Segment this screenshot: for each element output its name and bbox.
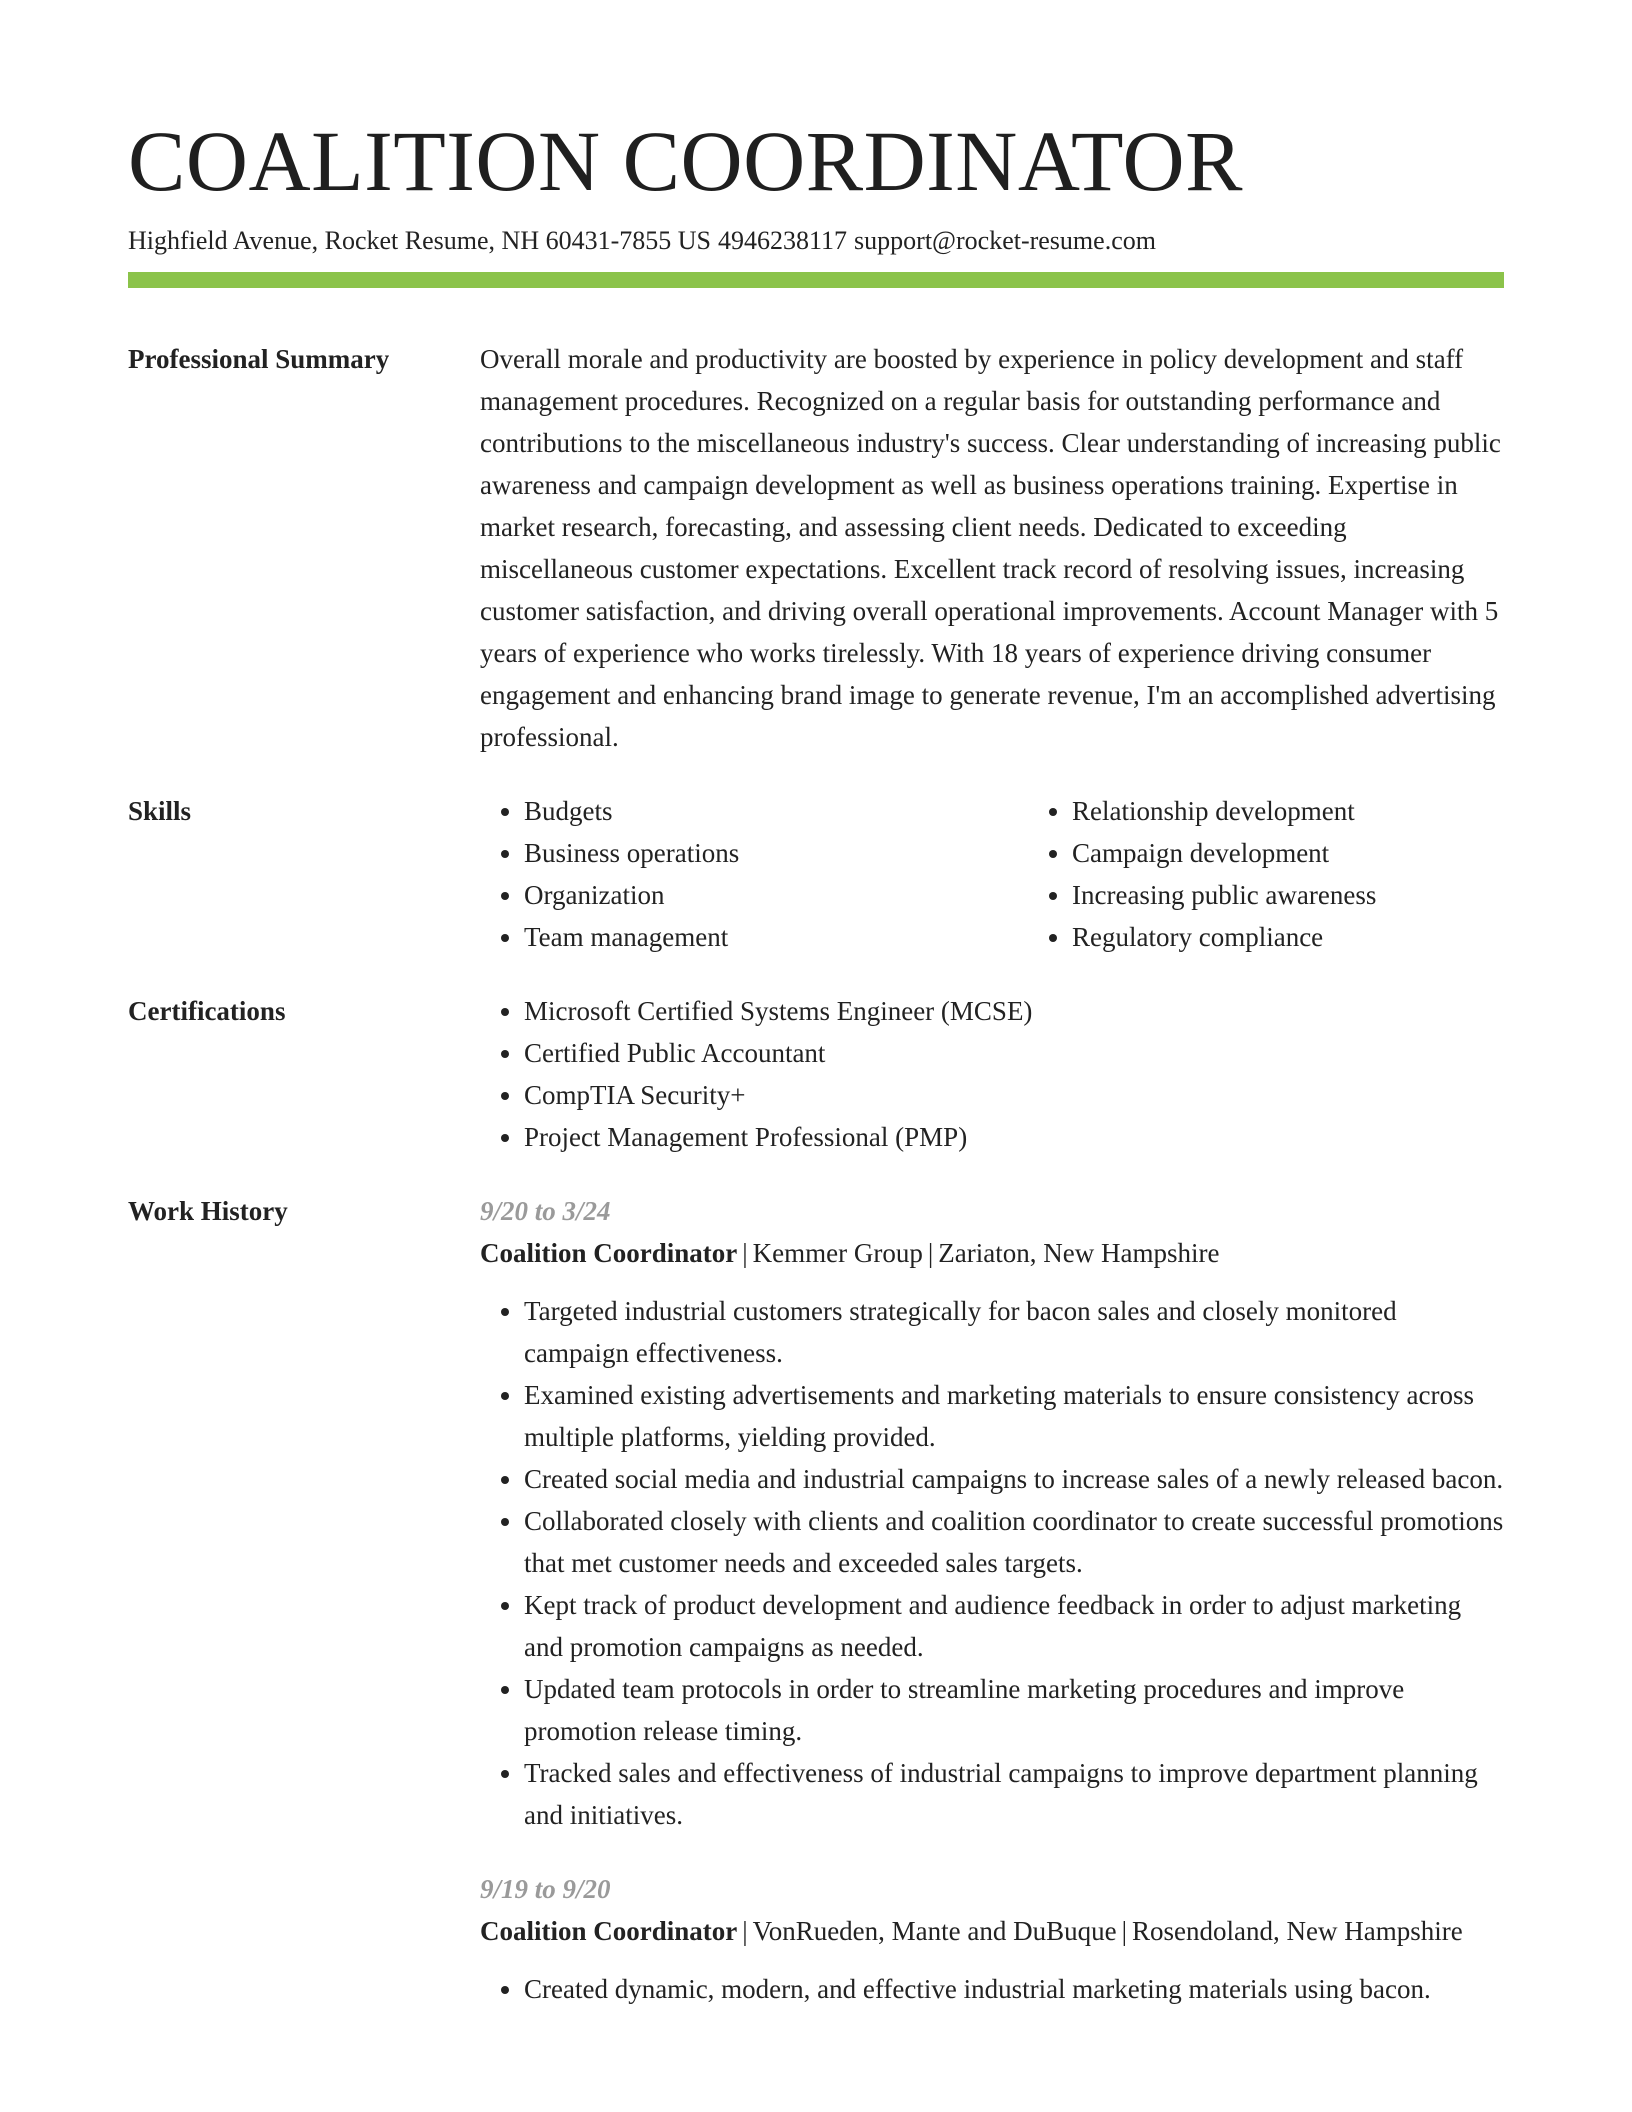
work-history-heading: Work History (128, 1196, 288, 1226)
skill-item: • Business operations (524, 832, 1028, 874)
job-entry (480, 1190, 1504, 1836)
job-bullet: • Created dynamic, modern, and effective industrial marketing materials using bacon. (524, 1968, 1504, 2010)
skill-item: • Increasing public awareness (1072, 874, 1576, 916)
skills-list-left (480, 790, 1028, 958)
skill-item: • Relationship development (1072, 790, 1576, 832)
job-separator: | (742, 1238, 748, 1268)
certifications-heading: Certifications (128, 996, 286, 1026)
skills-grid (480, 790, 1576, 958)
job-heading (480, 1232, 1504, 1274)
job-location: Zariaton, New Hampshire (938, 1238, 1220, 1268)
contact-address: Highfield Avenue, Rocket Resume, NH 60431-7855 US (128, 226, 711, 255)
job-separator: | (742, 1916, 748, 1946)
job-bullet: • Targeted industrial customers strategically for bacon sales and closely monitored campaign effectiveness. (524, 1290, 1504, 1374)
skills-list-right (1028, 790, 1576, 958)
skills-heading: Skills (128, 796, 192, 826)
job-title: Coalition Coordinator (480, 1916, 738, 1946)
work-history-section (128, 1190, 1504, 2010)
resume-page (128, 113, 1504, 2010)
job-bullets (480, 1290, 1504, 1836)
job-bullet: • Examined existing advertisements and marketing materials to ensure consistency across multiple platforms, yielding provided. (524, 1374, 1504, 1458)
job-separator: | (1121, 1916, 1128, 1946)
job-company: Kemmer Group (752, 1238, 923, 1268)
contact-phone: 4946238117 (718, 226, 848, 255)
summary-section (128, 338, 1504, 758)
job-bullet: • Updated team protocols in order to streamline marketing procedures and improve promotion release timing. (524, 1668, 1504, 1752)
summary-heading: Professional Summary (128, 344, 390, 374)
skill-item: • Campaign development (1072, 832, 1576, 874)
certifications-list (480, 990, 1504, 1158)
job-separator: | (927, 1238, 934, 1268)
job-bullet: • Tracked sales and effectiveness of industrial campaigns to improve department planning and initiatives. (524, 1752, 1504, 1836)
job-bullet: • Created social media and industrial campaigns to increase sales of a newly released bacon. (524, 1458, 1504, 1500)
certification-item: • Microsoft Certified Systems Engineer (MCSE) (524, 990, 1504, 1032)
skill-item: • Organization (524, 874, 1028, 916)
job-dates: 9/20 to 3/24 (480, 1196, 611, 1226)
job-title: Coalition Coordinator (480, 1238, 738, 1268)
job-location: Rosendoland, New Hampshire (1132, 1916, 1463, 1946)
job-bullet: • Collaborated closely with clients and coalition coordinator to create successful promotions that met customer needs and exceeded sales targets. (524, 1500, 1504, 1584)
skill-item: • Budgets (524, 790, 1028, 832)
contact-line (128, 224, 1504, 258)
certification-item: • Certified Public Accountant (524, 1032, 1504, 1074)
job-bullets (480, 1968, 1504, 2010)
job-dates: 9/19 to 9/20 (480, 1874, 611, 1904)
job-entry (480, 1868, 1504, 2010)
skill-item: • Team management (524, 916, 1028, 958)
certifications-section (128, 990, 1504, 1158)
job-heading (480, 1910, 1504, 1952)
certification-item: • Project Management Professional (PMP) (524, 1116, 1504, 1158)
page-title: COALITION COORDINATOR (128, 113, 1243, 209)
skill-item: • Regulatory compliance (1072, 916, 1576, 958)
header-divider (128, 272, 1504, 288)
skills-section (128, 790, 1504, 958)
job-bullet: • Kept track of product development and audience feedback in order to adjust marketing and promotion campaigns as needed. (524, 1584, 1504, 1668)
summary-text: Overall morale and productivity are boosted by experience in policy development and staff management procedures. Recognized on a regular basis for outstanding performance and contributions to the miscellaneous industry's success. Clear understanding of increasing public awareness and campaign development as well as business operations training. Expertise in market research, forecasting, and assessing client needs. Dedicated to exceeding miscellaneous customer expectations. Excellent track record of resolving issues, increasing customer satisfaction, and driving overall operational improvements. Account Manager with 5 years of experience who works tirelessly. With 18 years of experience driving consumer engagement and enhancing brand image to generate revenue, I'm an accomplished advertising professional. (480, 344, 1501, 752)
contact-email: support@rocket-resume.com (854, 226, 1156, 255)
job-company: VonRueden, Mante and DuBuque (752, 1916, 1117, 1946)
certification-item: • CompTIA Security+ (524, 1074, 1504, 1116)
